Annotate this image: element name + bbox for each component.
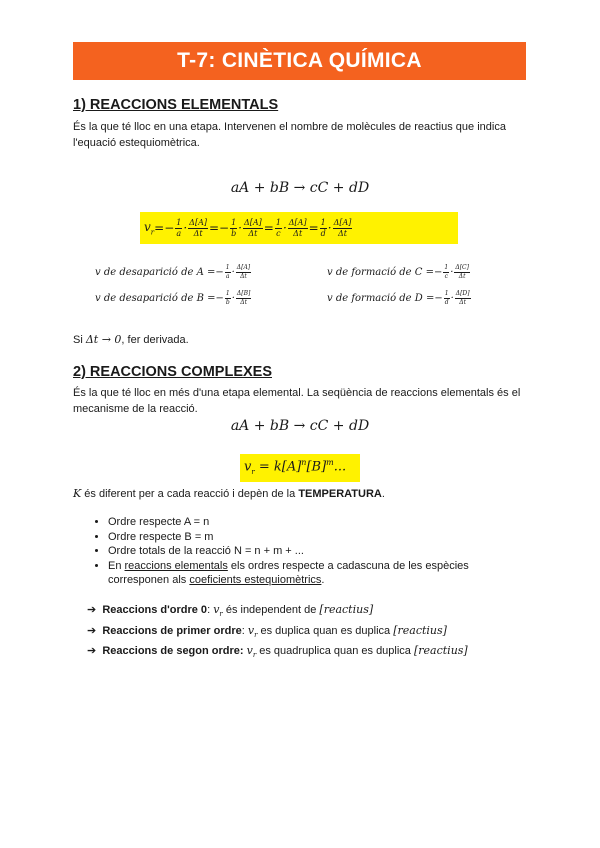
- k-dependence-note: K és diferent per a cada reacció i depèn de la TEMPERATURA.: [73, 487, 385, 500]
- section2-heading: 2) REACCIONS COMPLEXES: [73, 364, 272, 380]
- rate-law: $v_r = k[A]^n[B]^m$...: [244, 458, 347, 476]
- section1-heading: 1) REACCIONS ELEMENTALS: [73, 97, 279, 113]
- dot: ·: [183, 221, 188, 235]
- dot: ·: [238, 221, 242, 235]
- title-banner: [73, 42, 526, 80]
- rate-formacio-D: v de formació de D =− $\frac{1}{d}$ · $\frac{\Delta[D]}{\Delta t}$: [327, 290, 470, 306]
- frac-1-b: $\frac{1}{b}$: [231, 217, 237, 238]
- section1-reaction: aA + bB → cC + dD: [230, 180, 370, 196]
- order-2-line: ➔ Reaccions de segon ordre: $v_r$ es quadruplica quan es duplica [reactius]: [87, 644, 468, 660]
- rate-desaparicio-B: v de desaparició de B =− $\frac{1}{b}$ · $\frac{\Delta[B]}{\Delta t}$: [95, 290, 251, 306]
- frac-dD-dt: $\frac{\Delta[A]}{\Delta t}$: [333, 217, 352, 238]
- frac-dC-dt: $\frac{\Delta[A]}{\Delta t}$: [288, 217, 307, 238]
- rate-v: $v_r$: [144, 219, 155, 237]
- order-0-line: ➔ Reaccions d'ordre 0: $v_r$ és independent de [reactius]: [87, 603, 374, 619]
- order-1-line: ➔ Reaccions de primer ordre: $v_r$ es duplica quan es duplica [reactius]: [87, 624, 447, 640]
- list-item: • Ordre respecte B = m: [108, 530, 528, 545]
- dot: ·: [282, 221, 287, 235]
- eq-op: =−: [208, 221, 230, 235]
- derivative-note: Si Δt → 0, fer derivada.: [73, 333, 189, 346]
- eq-op: =−: [154, 221, 175, 235]
- list-item: • Ordre respecte A = n: [108, 515, 528, 530]
- section2-description: És la que té lloc en més d'una etapa elemental. La seqüència de reaccions elementals és el mecanisme de la reacció.: [73, 387, 521, 415]
- frac-dA-dt: $\frac{\Delta[A]}{\Delta t}$: [189, 217, 207, 238]
- dot: ·: [327, 221, 332, 235]
- eq-op: =: [308, 221, 319, 235]
- frac-1-a: $\frac{1}{a}$: [176, 217, 182, 238]
- section1-description: És la que té lloc en una etapa. Intervenen el nombre de molècules de reactius que indica l'equació estequiomètrica.: [73, 121, 506, 149]
- rate-formacio-C: v de formació de C =− $\frac{1}{c}$ · $\frac{\Delta[C]}{\Delta t}$: [327, 264, 469, 280]
- rate-equation: [144, 214, 353, 242]
- section2-reaction: aA + bB → cC + dD: [230, 418, 370, 434]
- arrow-icon: ➔: [87, 625, 97, 637]
- rate-desaparicio-A: v de desaparició de A =− $\frac{1}{a}$ · $\frac{\Delta[A]}{\Delta t}$: [95, 264, 251, 280]
- page-title: T-7: CINÈTICA QUÍMICA: [177, 49, 422, 72]
- frac-1-d: $\frac{1}{d}$: [320, 217, 326, 238]
- eq-op: =: [263, 221, 274, 235]
- arrow-icon: ➔: [87, 604, 97, 616]
- list-item: • En reaccions elementals els ordres respecte a cadascuna de les espècies corresponen als coeficients estequiomètrics.: [108, 559, 528, 588]
- arrow-icon: ➔: [87, 645, 97, 657]
- orders-list: [88, 515, 528, 588]
- frac-dB-dt: $\frac{\Delta[A]}{\Delta t}$: [244, 217, 262, 238]
- list-item: • Ordre totals de la reacció N = n + m + ...: [108, 544, 528, 559]
- frac-1-c: $\frac{1}{c}$: [275, 217, 281, 238]
